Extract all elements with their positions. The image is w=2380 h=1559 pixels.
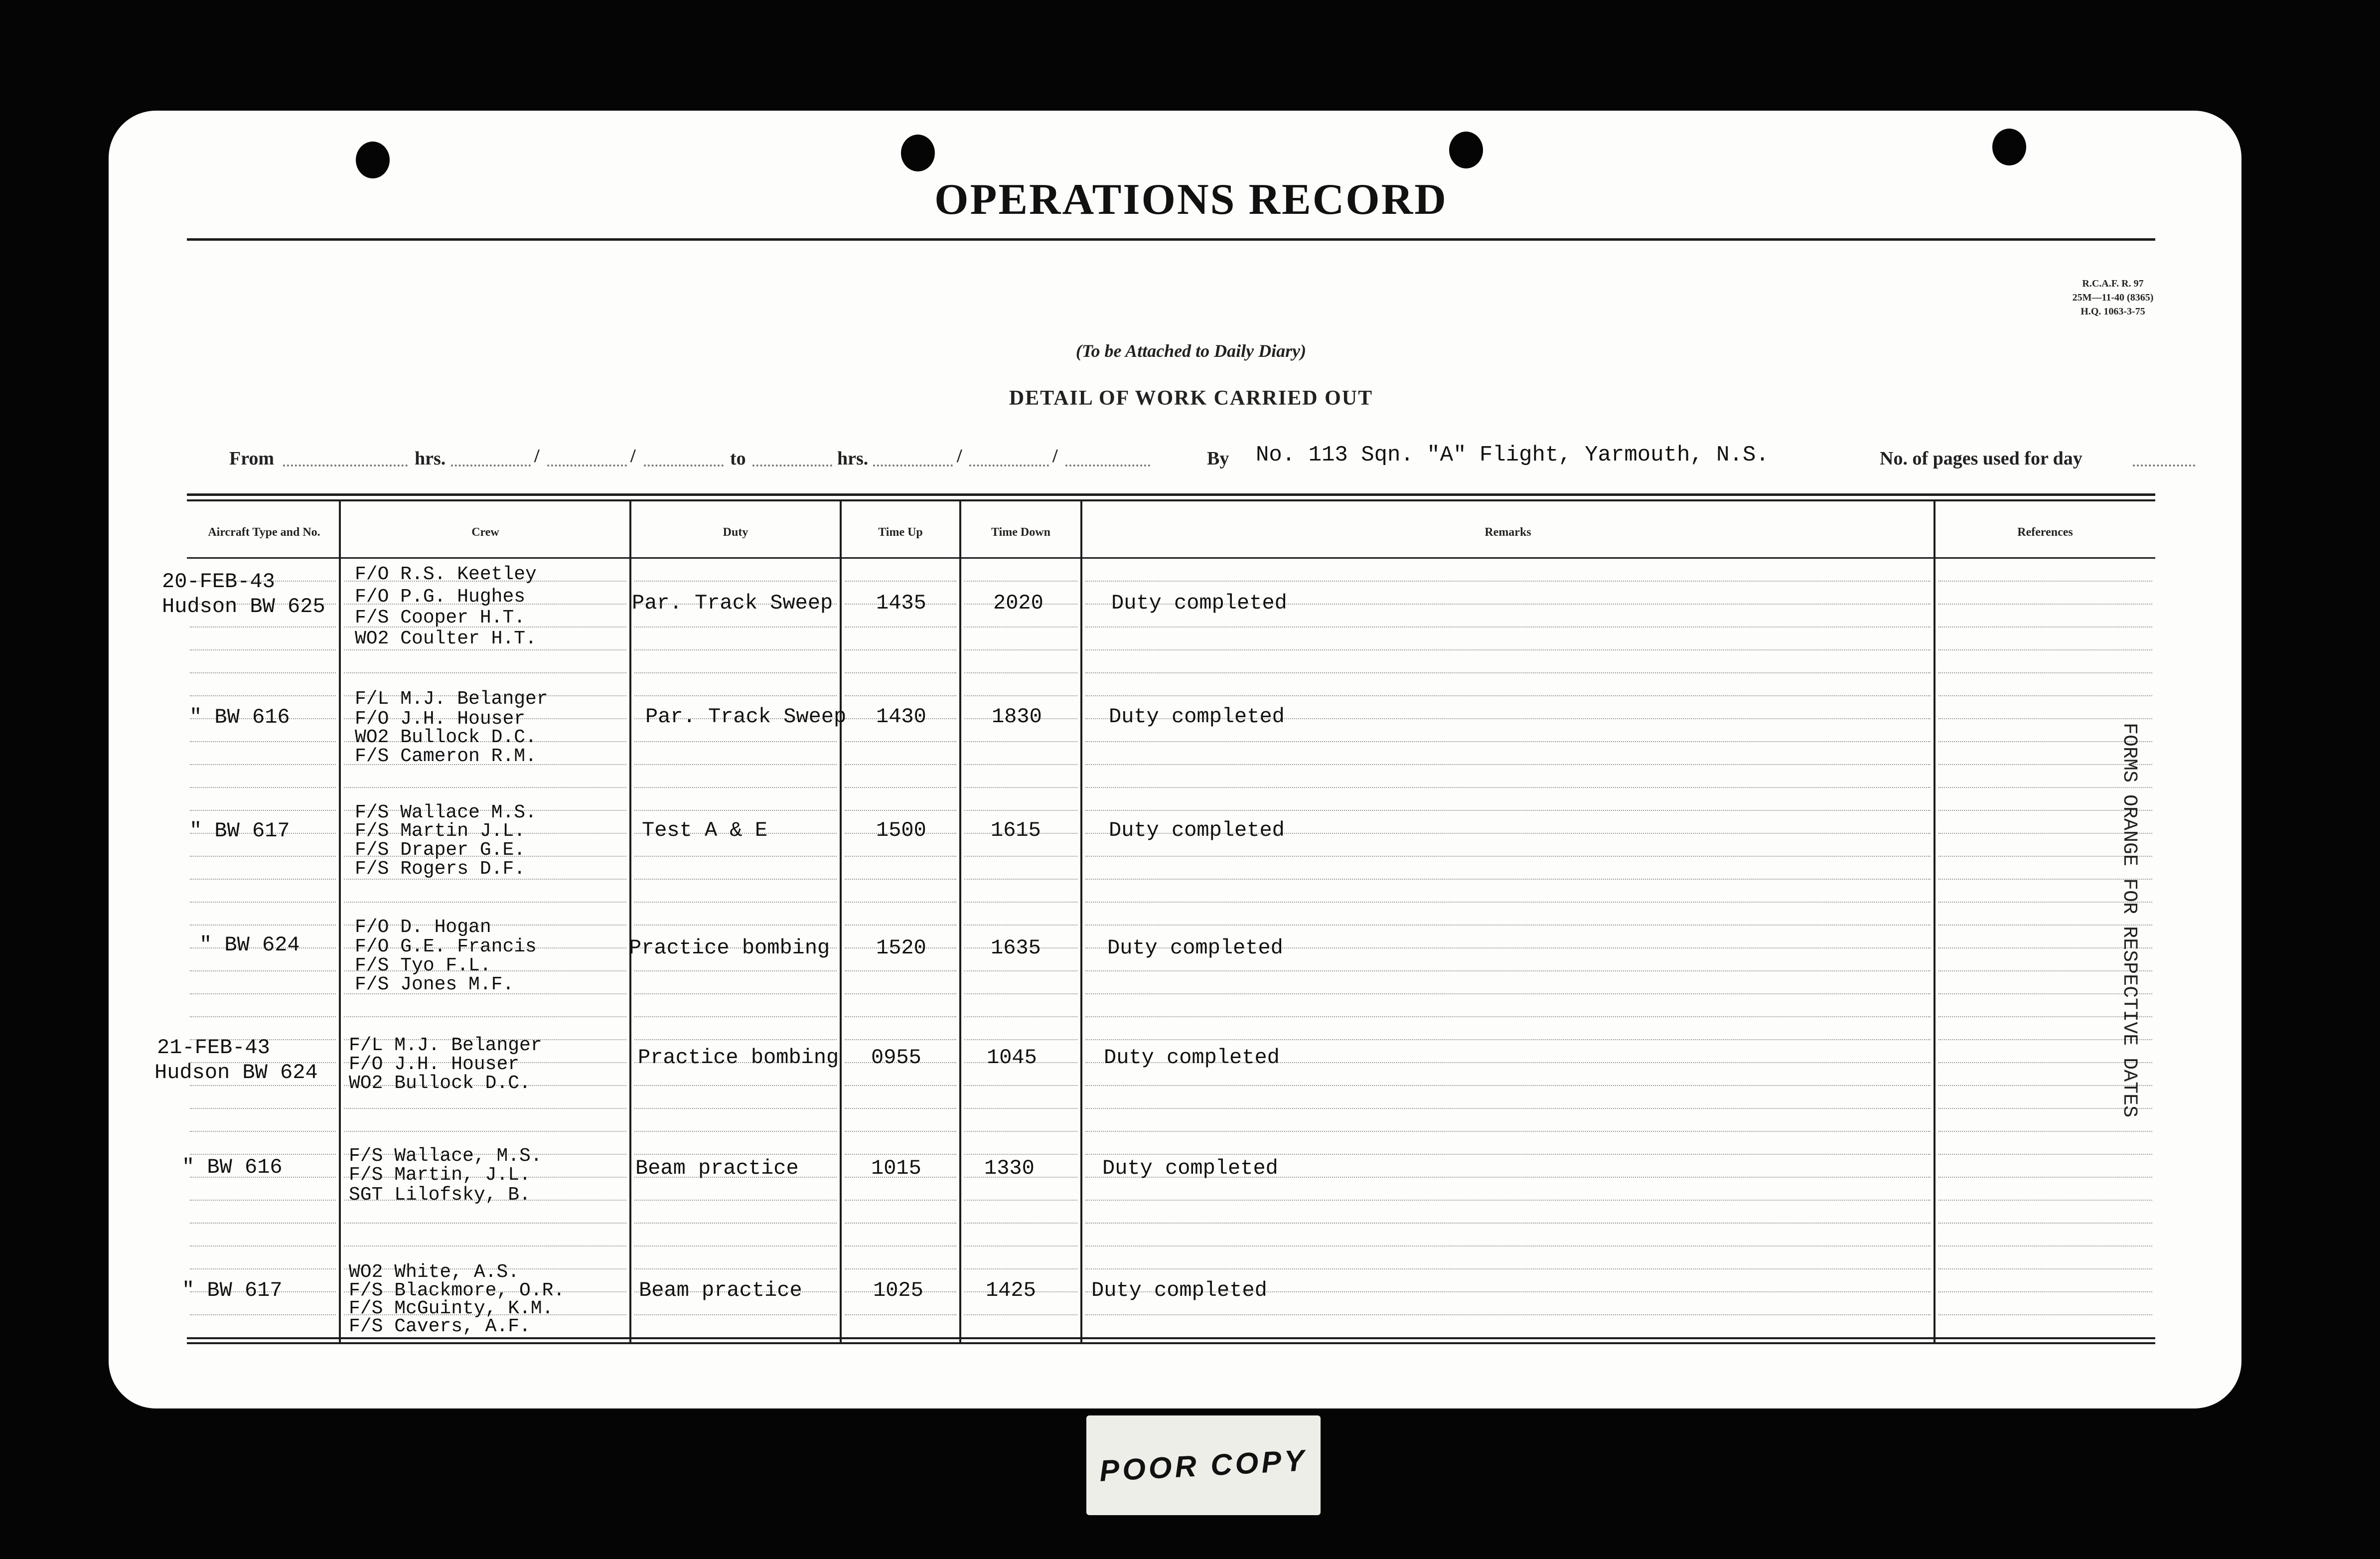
row-crew-member: F/S Blackmore, O.R.	[349, 1280, 565, 1301]
ruled-line	[1085, 626, 1931, 627]
ruled-line	[1938, 1200, 2152, 1201]
ruled-line	[1938, 1154, 2152, 1155]
ruled-line	[634, 581, 837, 582]
row-aircraft: Hudson BW 625	[162, 595, 325, 619]
row-remarks: Duty completed	[1109, 705, 1285, 729]
ruled-line	[190, 970, 336, 971]
ruled-line	[964, 810, 1077, 811]
ruled-line	[845, 672, 956, 673]
column-divider	[959, 500, 961, 1343]
ruled-line	[1085, 925, 1931, 926]
ruled-line	[964, 902, 1077, 903]
ruled-line	[634, 1314, 837, 1315]
row-remarks: Duty completed	[1107, 936, 1283, 960]
punch-hole	[1449, 132, 1483, 168]
hrs-label: hrs.	[415, 448, 446, 469]
ruled-line	[845, 626, 956, 627]
page-title: OPERATIONS RECORD	[934, 175, 1448, 224]
ruled-line	[1938, 626, 2152, 627]
row-crew-member: F/L M.J. Belanger	[355, 688, 548, 710]
row-crew-member: F/S Draper G.E.	[355, 839, 526, 861]
ruled-line	[190, 1085, 336, 1086]
ruled-line	[964, 1039, 1077, 1040]
ruled-line	[1085, 764, 1931, 765]
ruled-line	[845, 925, 956, 926]
ruled-line	[190, 626, 336, 627]
ruled-line	[1085, 1108, 1931, 1109]
ruled-line	[845, 856, 956, 857]
slash: /	[630, 446, 636, 467]
row-crew-member: F/O D. Hogan	[355, 917, 491, 938]
row-crew-member: WO2 Bullock D.C.	[355, 727, 537, 748]
ruled-line	[190, 1200, 336, 1201]
ruled-line	[344, 902, 626, 903]
ruled-line	[845, 970, 956, 971]
table-bottom-rule	[187, 1337, 2155, 1339]
row-crew-member: F/S Cooper H.T.	[355, 607, 526, 628]
ruled-line	[964, 1154, 1077, 1155]
ruled-line	[1085, 902, 1931, 903]
ruled-line	[845, 993, 956, 994]
column-divider	[629, 500, 631, 1343]
row-crew-member: F/S Wallace, M.S.	[349, 1145, 542, 1167]
ruled-line	[1085, 1246, 1931, 1247]
row-time-down: 1045	[987, 1046, 1037, 1070]
ruled-line	[1085, 993, 1931, 994]
ruled-line	[1938, 672, 2152, 673]
ruled-line	[190, 993, 336, 994]
ruled-line	[190, 1108, 336, 1109]
ruled-line	[1085, 741, 1931, 742]
row-time-up: 0955	[871, 1046, 921, 1070]
ruled-line	[1085, 787, 1931, 788]
ruled-line	[845, 649, 956, 650]
row-aircraft: " BW 616	[189, 705, 290, 729]
ruled-line	[634, 810, 837, 811]
ruled-line	[190, 1246, 336, 1247]
ruled-line	[964, 741, 1077, 742]
pages-label: No. of pages used for day	[1880, 448, 2082, 469]
row-remarks: Duty completed	[1091, 1278, 1267, 1302]
ruled-line	[344, 1131, 626, 1132]
hrs-blank	[451, 465, 531, 467]
ruled-line	[190, 1223, 336, 1224]
ruled-line	[845, 1154, 956, 1155]
ruled-line	[1938, 649, 2152, 650]
ruled-line	[634, 879, 837, 880]
ruled-line	[964, 626, 1077, 627]
row-aircraft: " BW 624	[199, 933, 300, 957]
poor-copy-slip	[1086, 1415, 1321, 1515]
table-top-rule	[187, 499, 2155, 501]
ruled-line	[845, 1268, 956, 1269]
ruled-line	[190, 764, 336, 765]
row-aircraft: " BW 617	[182, 1278, 283, 1302]
column-header-crew: Crew	[471, 526, 499, 539]
hrs-blank	[873, 465, 953, 467]
table-bottom-rule	[187, 1342, 2155, 1344]
column-divider	[840, 500, 842, 1343]
row-crew-member: F/S McGuinty, K.M.	[349, 1298, 554, 1319]
column-divider	[1934, 500, 1935, 1343]
row-time-down: 1635	[991, 936, 1041, 960]
ruled-line	[845, 1314, 956, 1315]
ruled-line	[964, 993, 1077, 994]
row-duty: Practice bombing	[638, 1046, 839, 1070]
ruled-line	[190, 902, 336, 903]
ruled-line	[845, 1016, 956, 1017]
row-remarks: Duty completed	[1111, 591, 1287, 615]
ruled-line	[845, 1131, 956, 1132]
header-rule	[187, 557, 2155, 559]
ruled-line	[634, 764, 837, 765]
ruled-line	[190, 879, 336, 880]
ruled-line	[634, 649, 837, 650]
row-time-up: 1520	[876, 936, 926, 960]
ruled-line	[964, 581, 1077, 582]
ruled-line	[964, 879, 1077, 880]
ruled-line	[634, 1200, 837, 1201]
ruled-line	[964, 1108, 1077, 1109]
row-crew-member: F/S Jones M.F.	[355, 974, 514, 995]
row-crew-member: F/S Cameron R.M.	[355, 746, 537, 767]
ruled-line	[344, 672, 626, 673]
ruled-line	[1085, 1154, 1931, 1155]
ruled-line	[964, 1016, 1077, 1017]
row-aircraft: " BW 617	[189, 819, 290, 843]
from-label: From	[229, 448, 275, 469]
slash: /	[957, 446, 962, 467]
ruled-line	[344, 787, 626, 788]
row-crew-member: F/S Cavers, A.F.	[349, 1316, 531, 1337]
references-stamp: FORMS ORANGE FOR RESPECTIVE DATES	[2118, 723, 2140, 1118]
ruled-line	[845, 879, 956, 880]
row-time-up: 1430	[876, 705, 926, 729]
row-duty: Test A & E	[642, 818, 768, 842]
page-subtitle: (To be Attached to Daily Diary)	[1075, 341, 1307, 361]
section-title: DETAIL OF WORK CARRIED OUT	[1009, 387, 1373, 410]
pages-blank	[2133, 465, 2195, 467]
ruled-line	[190, 672, 336, 673]
row-crew-member: WO2 Bullock D.C.	[349, 1073, 531, 1094]
slash: /	[1052, 446, 1058, 467]
row-duty: Par. Track Sweep	[645, 705, 847, 729]
ruled-line	[634, 993, 837, 994]
ruled-line	[964, 787, 1077, 788]
column-header-references: References	[2017, 526, 2073, 539]
from-blank	[283, 465, 408, 467]
ruled-line	[1085, 1039, 1931, 1040]
ruled-line	[344, 1016, 626, 1017]
ruled-line	[1085, 581, 1931, 582]
row-crew-member: F/S Martin J.L.	[355, 820, 526, 842]
ruled-line	[1085, 1016, 1931, 1017]
ruled-line	[1085, 810, 1931, 811]
row-duty: Practice bombing	[629, 936, 830, 960]
ruled-line	[1938, 1131, 2152, 1132]
ruled-line	[845, 1223, 956, 1224]
ruled-line	[1085, 1200, 1931, 1201]
ruled-line	[190, 649, 336, 650]
ruled-line	[634, 1131, 837, 1132]
row-crew-member: F/S Martin, J.L.	[349, 1164, 531, 1186]
ruled-line	[634, 1108, 837, 1109]
date-blank	[969, 465, 1049, 467]
ruled-line	[634, 970, 837, 971]
ruled-line	[964, 970, 1077, 971]
by-value: No. 113 Sqn. "A" Flight, Yarmouth, N.S.	[1256, 443, 1769, 468]
ruled-line	[344, 1223, 626, 1224]
ruled-line	[964, 1246, 1077, 1247]
ruled-line	[190, 856, 336, 857]
ruled-line	[1938, 1246, 2152, 1247]
punch-hole	[1992, 129, 2026, 165]
ruled-line	[1085, 1314, 1931, 1315]
ruled-line	[634, 787, 837, 788]
ruled-line	[964, 1200, 1077, 1201]
ruled-line	[190, 1016, 336, 1017]
punch-hole	[356, 142, 390, 178]
ruled-line	[1085, 970, 1931, 971]
ruled-line	[634, 925, 837, 926]
row-crew-member: F/O J.H. Houser	[355, 708, 526, 730]
row-time-up: 1435	[876, 591, 926, 615]
ruled-line	[634, 741, 837, 742]
ruled-line	[190, 1268, 336, 1269]
ruled-line	[1938, 581, 2152, 582]
ruled-line	[1938, 604, 2152, 605]
ruled-line	[964, 1085, 1077, 1086]
row-crew-member: SGT Lilofsky, B.	[349, 1184, 531, 1206]
row-time-down: 1425	[986, 1278, 1036, 1302]
ruled-line	[190, 787, 336, 788]
ruled-line	[1085, 856, 1931, 857]
ruled-line	[634, 1268, 837, 1269]
row-duty: Beam practice	[639, 1278, 802, 1302]
row-date: 21-FEB-43	[157, 1036, 270, 1060]
ruled-line	[190, 695, 336, 696]
row-crew-member: F/S Wallace M.S.	[355, 802, 537, 823]
ruled-line	[1085, 695, 1931, 696]
ruled-line	[634, 672, 837, 673]
by-label: By	[1207, 448, 1229, 469]
ruled-line	[1938, 695, 2152, 696]
ruled-line	[845, 902, 956, 903]
ruled-line	[190, 1314, 336, 1315]
ruled-line	[964, 764, 1077, 765]
row-crew-member: F/O R.S. Keetley	[355, 564, 537, 585]
ruled-line	[1938, 1291, 2152, 1292]
hrs-label: hrs.	[837, 448, 869, 469]
column-header-time-down: Time Down	[991, 526, 1050, 539]
to-blank	[752, 465, 832, 467]
ruled-line	[634, 695, 837, 696]
top-rule	[187, 238, 2155, 241]
ruled-line	[845, 1085, 956, 1086]
row-aircraft: " BW 616	[182, 1155, 283, 1179]
row-time-up: 1500	[876, 818, 926, 842]
ruled-line	[634, 902, 837, 903]
ruled-line	[845, 1200, 956, 1201]
row-crew-member: WO2 White, A.S.	[349, 1261, 520, 1283]
row-time-up: 1025	[873, 1278, 923, 1302]
ruled-line	[845, 810, 956, 811]
row-crew-member: F/S Rogers D.F.	[355, 858, 526, 880]
ruled-line	[634, 856, 837, 857]
column-divider	[1080, 500, 1082, 1343]
slash: /	[534, 446, 540, 467]
row-crew-member: F/S Tyo F.L.	[355, 955, 491, 976]
ruled-line	[1085, 649, 1931, 650]
ruled-line	[964, 1268, 1077, 1269]
ruled-line	[634, 626, 837, 627]
ruled-line	[190, 810, 336, 811]
punch-hole	[901, 135, 935, 171]
ruled-line	[845, 787, 956, 788]
ruled-line	[845, 1039, 956, 1040]
ruled-line	[1085, 1268, 1931, 1269]
row-remarks: Duty completed	[1109, 818, 1285, 842]
ruled-line	[634, 1016, 837, 1017]
row-crew-member: F/O P.G. Hughes	[355, 586, 526, 608]
ruled-line	[964, 925, 1077, 926]
row-crew-member: WO2 Coulter H.T.	[355, 628, 537, 649]
ruled-line	[1938, 1223, 2152, 1224]
poor-copy-text: POOR COPY	[1098, 1443, 1309, 1488]
ruled-line	[190, 1131, 336, 1132]
date-blank	[547, 465, 627, 467]
table-top-rule	[187, 493, 2155, 496]
row-crew-member: F/O J.H. Houser	[349, 1054, 520, 1075]
to-label: to	[730, 448, 746, 469]
ruled-line	[1938, 1177, 2152, 1178]
column-header-duty: Duty	[723, 526, 748, 539]
ruled-line	[190, 925, 336, 926]
row-time-down: 2020	[993, 591, 1043, 615]
ruled-line	[190, 741, 336, 742]
column-header-aircraft: Aircraft Type and No.	[208, 526, 320, 539]
ruled-line	[634, 1154, 837, 1155]
ruled-line	[344, 1246, 626, 1247]
row-time-down: 1615	[991, 818, 1041, 842]
ruled-line	[845, 581, 956, 582]
column-divider	[339, 500, 341, 1343]
ruled-line	[964, 856, 1077, 857]
ruled-line	[1085, 1131, 1931, 1132]
row-duty: Par. Track Sweep	[632, 591, 833, 615]
row-remarks: Duty completed	[1102, 1156, 1278, 1180]
ruled-line	[845, 741, 956, 742]
ruled-line	[344, 649, 626, 650]
ruled-line	[634, 1085, 837, 1086]
ruled-line	[964, 672, 1077, 673]
ruled-line	[845, 764, 956, 765]
ruled-line	[1085, 1085, 1931, 1086]
ruled-line	[344, 1108, 626, 1109]
ruled-line	[964, 1131, 1077, 1132]
ruled-line	[1085, 1223, 1931, 1224]
ruled-line	[964, 649, 1077, 650]
column-header-remarks: Remarks	[1485, 526, 1531, 539]
ruled-line	[1085, 879, 1931, 880]
date-blank	[1065, 465, 1150, 467]
column-header-time-up: Time Up	[878, 526, 923, 539]
row-time-down: 1830	[992, 705, 1042, 729]
row-time-down: 1330	[984, 1156, 1035, 1180]
form-code: R.C.A.F. R. 97 25M—11-40 (8365) H.Q. 1063-3-75	[2072, 278, 2154, 317]
row-remarks: Duty completed	[1104, 1046, 1280, 1070]
ruled-line	[845, 1246, 956, 1247]
ruled-line	[964, 1223, 1077, 1224]
row-crew-member: F/O G.E. Francis	[355, 936, 537, 957]
ruled-line	[634, 1246, 837, 1247]
row-date: 20-FEB-43	[162, 570, 275, 594]
ruled-line	[190, 1154, 336, 1155]
ruled-line	[1938, 718, 2152, 719]
date-blank	[644, 465, 724, 467]
row-time-up: 1015	[871, 1156, 921, 1180]
ruled-line	[1085, 672, 1931, 673]
ruled-line	[845, 1108, 956, 1109]
ruled-line	[964, 1314, 1077, 1315]
ruled-line	[1938, 1268, 2152, 1269]
row-aircraft: Hudson BW 624	[154, 1061, 318, 1085]
ruled-line	[634, 1223, 837, 1224]
row-duty: Beam practice	[635, 1156, 799, 1180]
row-crew-member: F/L M.J. Belanger	[349, 1035, 542, 1056]
ruled-line	[1938, 1314, 2152, 1315]
ruled-line	[845, 695, 956, 696]
ruled-line	[964, 695, 1077, 696]
ruled-line	[634, 1039, 837, 1040]
